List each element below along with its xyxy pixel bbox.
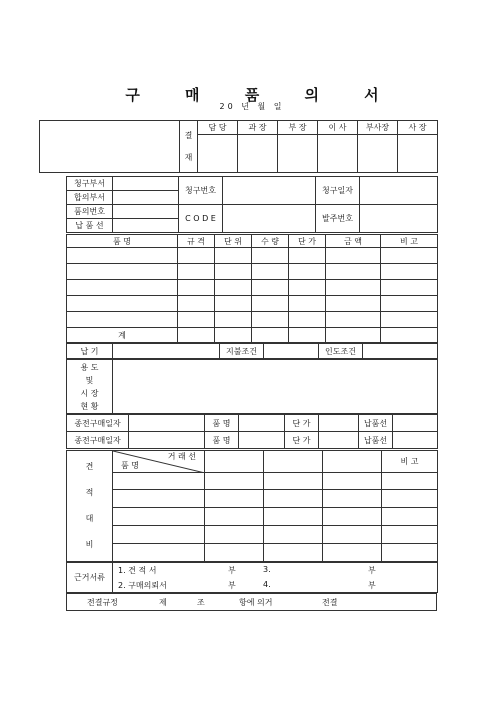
cell[interactable]: [289, 296, 326, 312]
prev-supplier-label: 납품선: [359, 432, 393, 449]
approval-blank: [40, 121, 180, 173]
cell[interactable]: [289, 312, 326, 328]
vendor-3[interactable]: [323, 451, 382, 473]
terms-table: [66, 343, 438, 359]
cell[interactable]: [382, 490, 438, 508]
transfer-value[interactable]: [363, 344, 438, 359]
cell[interactable]: [67, 296, 178, 312]
cell[interactable]: [382, 526, 438, 544]
docs-list: [113, 563, 438, 593]
cell[interactable]: [323, 544, 382, 562]
approval-label: [180, 121, 198, 173]
table-row: [67, 264, 438, 280]
cell[interactable]: [323, 473, 382, 490]
cell[interactable]: [113, 473, 205, 490]
cell[interactable]: [381, 296, 438, 312]
cell[interactable]: [113, 526, 205, 544]
doc-item-3: 3.: [263, 565, 271, 574]
cell[interactable]: [205, 526, 264, 544]
cell[interactable]: [113, 544, 205, 562]
cell[interactable]: [252, 312, 289, 328]
prev-supplier-value[interactable]: [393, 415, 438, 432]
cell[interactable]: [289, 264, 326, 280]
cell[interactable]: [252, 264, 289, 280]
cell[interactable]: [326, 280, 381, 296]
cell[interactable]: [215, 248, 252, 264]
coop-dept-value[interactable]: [113, 191, 179, 205]
doc-unit-4: 부: [368, 581, 376, 590]
payment-value[interactable]: [264, 344, 319, 359]
cell[interactable]: [381, 312, 438, 328]
prev-price-label: 단 가: [285, 432, 319, 449]
cell[interactable]: [67, 312, 178, 328]
cell[interactable]: [205, 544, 264, 562]
date-line: 20 년 월 일: [219, 102, 285, 111]
table-row: [67, 248, 438, 264]
prev-purchase-table: [66, 414, 438, 449]
cell[interactable]: [264, 508, 323, 526]
transfer-label: 인도조건: [319, 344, 363, 359]
comparison-label-4: 비: [85, 540, 94, 549]
supplier-label: 납 품 선: [67, 219, 113, 233]
prev-price-label: 단 가: [285, 415, 319, 432]
prev-item-value[interactable]: [239, 415, 285, 432]
cell[interactable]: [178, 264, 215, 280]
cell[interactable]: [205, 508, 264, 526]
col-remark: 비 고: [381, 235, 438, 248]
purpose-line1: 용 도: [80, 362, 99, 372]
approval-label-bottom: 재: [184, 152, 193, 162]
cell[interactable]: [381, 248, 438, 264]
purpose-line2: 및: [85, 375, 94, 385]
prev-item-label: 품 명: [205, 415, 239, 432]
table-row: [67, 280, 438, 296]
cell[interactable]: [326, 296, 381, 312]
delivery-label: 납 기: [67, 344, 113, 359]
cell[interactable]: [178, 280, 215, 296]
approval-table: [39, 120, 438, 173]
cell[interactable]: [215, 328, 252, 343]
cell[interactable]: [67, 280, 178, 296]
doc-item-4: 4.: [263, 580, 271, 589]
order-no-label: 발주번호: [316, 205, 360, 233]
table-row: [67, 544, 438, 562]
payment-label: 지불조건: [220, 344, 264, 359]
delivery-value[interactable]: [113, 344, 220, 359]
cell[interactable]: [264, 544, 323, 562]
cell[interactable]: [323, 508, 382, 526]
prev-item-value[interactable]: [239, 432, 285, 449]
cell[interactable]: [323, 526, 382, 544]
table-row: [67, 490, 438, 508]
cell[interactable]: [289, 248, 326, 264]
cell[interactable]: [323, 490, 382, 508]
order-no-value[interactable]: [360, 205, 438, 233]
doc-item-2: 2. 구매의뢰서: [118, 581, 167, 590]
sign-staff[interactable]: [198, 135, 238, 173]
footer-according: 항에 의거: [239, 598, 273, 607]
cell[interactable]: [381, 280, 438, 296]
cell[interactable]: [67, 248, 178, 264]
cell[interactable]: [113, 490, 205, 508]
coop-dept-label: 합의부서: [67, 191, 113, 205]
cell[interactable]: [264, 473, 323, 490]
prev-supplier-value[interactable]: [393, 432, 438, 449]
cell[interactable]: [178, 296, 215, 312]
cell[interactable]: [264, 526, 323, 544]
col-unit-price: 단 가: [289, 235, 326, 248]
footer-decision: 전결: [322, 598, 338, 607]
cell[interactable]: [252, 280, 289, 296]
total-row: [67, 328, 438, 343]
comparison-label-1: 견: [85, 462, 94, 471]
cell[interactable]: [326, 312, 381, 328]
purpose-line4: 현 황: [80, 401, 99, 411]
document-title: 구 매 품 의 서: [125, 86, 399, 104]
code-label: C O D E: [179, 205, 223, 233]
cell[interactable]: [382, 508, 438, 526]
comparison-label: [67, 451, 113, 562]
table-row: [67, 312, 438, 328]
table-row: [67, 526, 438, 544]
prev-price-value[interactable]: [319, 432, 359, 449]
cell[interactable]: [381, 328, 438, 343]
vendor-2[interactable]: [264, 451, 323, 473]
cell[interactable]: [381, 264, 438, 280]
request-date-label: 청구일자: [316, 177, 360, 205]
comparison-label-2: 적: [85, 488, 94, 497]
supplier-value[interactable]: [113, 219, 179, 233]
docs-table: [66, 562, 438, 593]
purpose-table: [66, 359, 438, 414]
cell[interactable]: [382, 473, 438, 490]
col-qty: 수 량: [252, 235, 289, 248]
prev-date-value[interactable]: [129, 415, 205, 432]
footer-table: [66, 593, 437, 611]
prev-price-value[interactable]: [319, 415, 359, 432]
vendor-1[interactable]: [205, 451, 264, 473]
role-staff: 담 당: [198, 121, 238, 135]
role-director: 이 사: [318, 121, 358, 135]
total-label: 계: [67, 328, 178, 343]
role-president: 사 장: [398, 121, 438, 135]
table-row: [67, 508, 438, 526]
request-dept-value[interactable]: [113, 177, 179, 191]
cell[interactable]: [382, 544, 438, 562]
col-item-name: 품 명: [67, 235, 178, 248]
prev-date-label: 종전구매일자: [67, 415, 129, 432]
cell[interactable]: [215, 280, 252, 296]
cell[interactable]: [215, 264, 252, 280]
prev-item-label: 품 명: [205, 432, 239, 449]
prev-date-label: 종전구매일자: [67, 432, 129, 449]
remark-header: 비 고: [382, 451, 438, 473]
cell[interactable]: [252, 248, 289, 264]
cell[interactable]: [215, 296, 252, 312]
purpose-line3: 시 장: [80, 388, 99, 398]
role-vice-president: 부사장: [358, 121, 398, 135]
col-unit: 단 위: [215, 235, 252, 248]
cell[interactable]: [252, 296, 289, 312]
cell[interactable]: [205, 490, 264, 508]
col-amount: 금 액: [326, 235, 381, 248]
sign-director[interactable]: [318, 135, 358, 173]
purpose-value[interactable]: [113, 360, 438, 414]
request-no-label: 청구번호: [179, 177, 223, 205]
cell[interactable]: [215, 312, 252, 328]
doc-unit-1: 부: [228, 566, 236, 575]
vendor-item-header: [113, 451, 205, 473]
purpose-label: [67, 360, 113, 414]
cell[interactable]: [67, 264, 178, 280]
items-table: [66, 234, 438, 343]
footer-article: 제: [159, 598, 167, 607]
cell[interactable]: [326, 328, 381, 343]
cell[interactable]: [289, 328, 326, 343]
comparison-label-3: 대: [85, 514, 94, 523]
prev-supplier-label: 납품선: [359, 415, 393, 432]
cell[interactable]: [178, 312, 215, 328]
footer-clause: 조: [197, 598, 205, 607]
cell[interactable]: [289, 280, 326, 296]
table-row: [67, 296, 438, 312]
doc-unit-2: 부: [228, 581, 236, 590]
role-section-chief: 과 장: [238, 121, 278, 135]
doc-unit-3: 부: [368, 566, 376, 575]
cell[interactable]: [326, 264, 381, 280]
table-row: [67, 473, 438, 490]
item-header: 품 명: [121, 461, 139, 470]
request-date-value[interactable]: [360, 177, 438, 205]
sign-dept-head[interactable]: [278, 135, 318, 173]
footer-prefix: 전결규정: [87, 598, 118, 607]
item-no-value[interactable]: [113, 205, 179, 219]
cell[interactable]: [113, 508, 205, 526]
docs-label: 근거서류: [67, 563, 113, 593]
code-value[interactable]: [223, 205, 316, 233]
approval-label-top: 결: [184, 130, 193, 140]
prev-date-value[interactable]: [129, 432, 205, 449]
comparison-table: [66, 450, 438, 562]
doc-item-1: 1. 견 적 서: [118, 566, 157, 575]
sign-vice-president[interactable]: [358, 135, 398, 173]
role-dept-head: 부 장: [278, 121, 318, 135]
cell[interactable]: [264, 490, 323, 508]
sign-section-chief[interactable]: [238, 135, 278, 173]
request-dept-label: 청구부서: [67, 177, 113, 191]
cell[interactable]: [178, 248, 215, 264]
vendor-header: 거 래 선: [167, 452, 196, 461]
cell[interactable]: [252, 328, 289, 343]
footer-rule: [67, 594, 437, 611]
item-no-label: 품의번호: [67, 205, 113, 219]
cell[interactable]: [205, 473, 264, 490]
sign-president[interactable]: [398, 135, 438, 173]
cell[interactable]: [326, 248, 381, 264]
cell[interactable]: [178, 328, 215, 343]
request-no-value[interactable]: [223, 177, 316, 205]
col-spec: 규 격: [178, 235, 215, 248]
info-table: [66, 176, 438, 233]
